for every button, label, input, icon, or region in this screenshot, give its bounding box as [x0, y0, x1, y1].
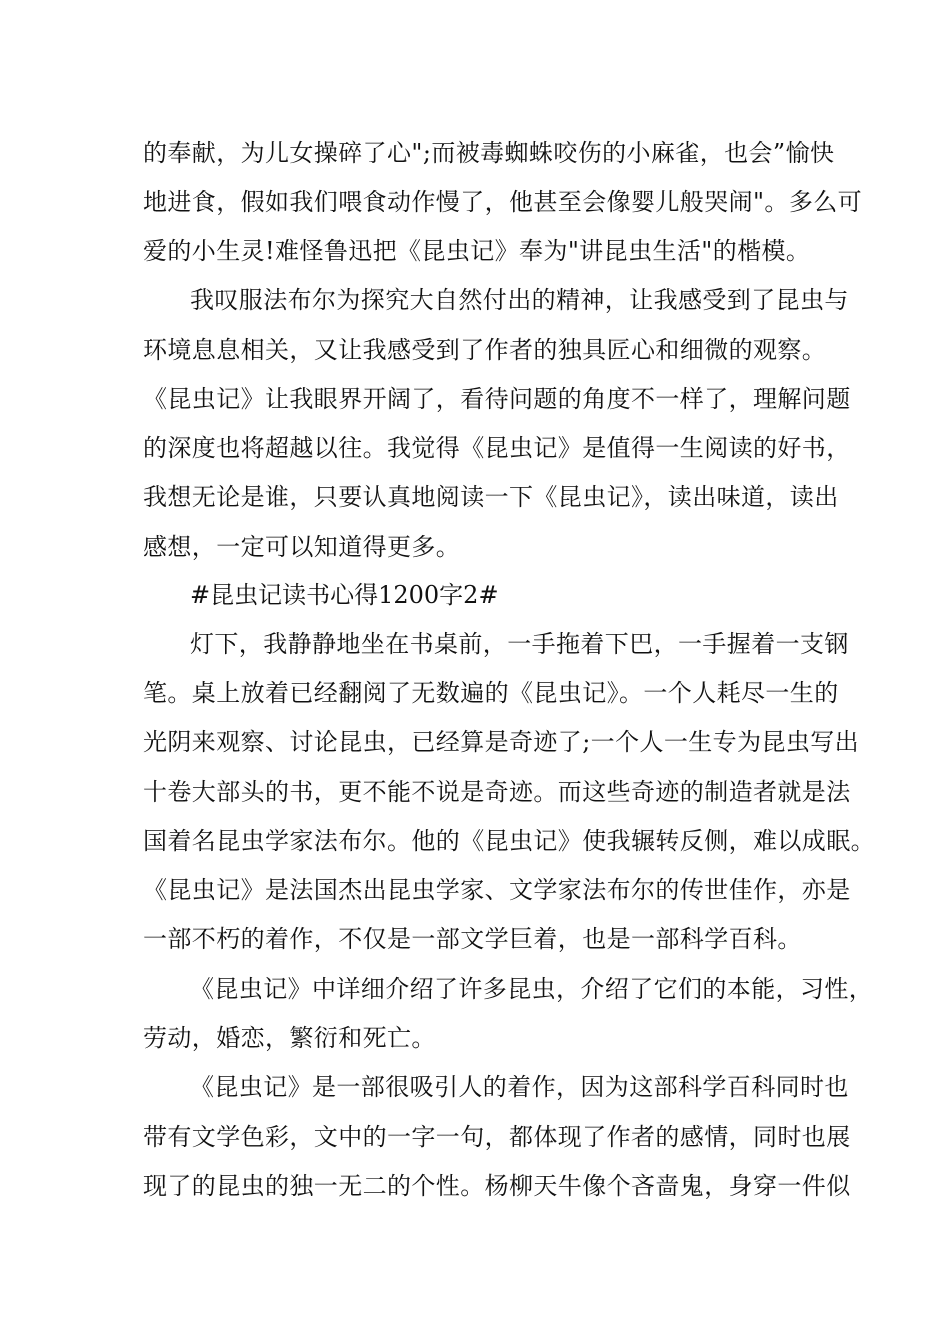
text-line-12: 笔。桌上放着已经翻阅了无数遍的《昆虫记》。一个人耗尽一生的 — [143, 679, 839, 707]
text-line-22: 现了的昆虫的独一无二的个性。杨柳天牛像个吝啬鬼，身穿一件似 — [143, 1172, 851, 1200]
text-line-8: 我想无论是谁，只要认真地阅读一下《昆虫记》，读出味道，读出 — [143, 483, 839, 511]
text-line-19: 劳动，婚恋，繁衍和死亡。 — [143, 1024, 436, 1052]
text-line-1: 的奉献，为儿女操碎了心";而被毒蜘蛛咬伤的小麻雀，也会”愉快 — [143, 139, 835, 167]
paragraph-start-line: 灯下，我静静地坐在书桌前，一手拖着下巴，一手握着一支钢 — [190, 630, 849, 658]
paragraph-start-line: 我叹服法布尔为探究大自然付出的精神，让我感受到了昆虫与 — [190, 286, 849, 314]
text-line-21: 带有文学色彩，文中的一字一句，都体现了作者的感情，同时也展 — [143, 1123, 851, 1151]
text-line-9: 感想，一定可以知道得更多。 — [143, 533, 461, 561]
text-line-6: 《昆虫记》让我眼界开阔了，看待问题的角度不一样了，理解问题 — [143, 385, 851, 413]
paragraph-start-line: 《昆虫记》是一部很吸引人的着作，因为这部科学百科同时也 — [190, 1073, 849, 1101]
text-line-3: 爱的小生灵!难怪鲁迅把《昆虫记》奉为"讲昆虫生活"的楷模。 — [143, 237, 811, 265]
text-line-15: 国着名昆虫学家法布尔。他的《昆虫记》使我辗转反侧，难以成眠。 — [143, 827, 875, 855]
text-line-16: 《昆虫记》是法国杰出昆虫学家、文学家法布尔的传世佳作，亦是 — [143, 876, 851, 904]
text-line-7: 的深度也将超越以往。我觉得《昆虫记》是值得一生阅读的好书， — [143, 434, 851, 462]
text-line-14: 十卷大部头的书，更不能不说是奇迹。而这些奇迹的制造者就是法 — [143, 778, 851, 806]
section-heading: #昆虫记读书心得1200字2# — [190, 581, 499, 609]
paragraph-start-line: 《昆虫记》中详细介绍了许多昆虫，介绍了它们的本能，习性， — [190, 975, 874, 1003]
text-line-17: 一部不朽的着作，不仅是一部文学巨着，也是一部科学百科。 — [143, 925, 802, 953]
text-line-13: 光阴来观察、讨论昆虫，已经算是奇迹了;一个人一生专为昆虫写出 — [143, 728, 860, 756]
text-line-5: 环境息息相关，又让我感受到了作者的独具匠心和细微的观察。 — [143, 336, 827, 364]
text-line-2: 地进食，假如我们喂食动作慢了，他甚至会像婴儿般哭闹"。多么可 — [143, 188, 863, 216]
